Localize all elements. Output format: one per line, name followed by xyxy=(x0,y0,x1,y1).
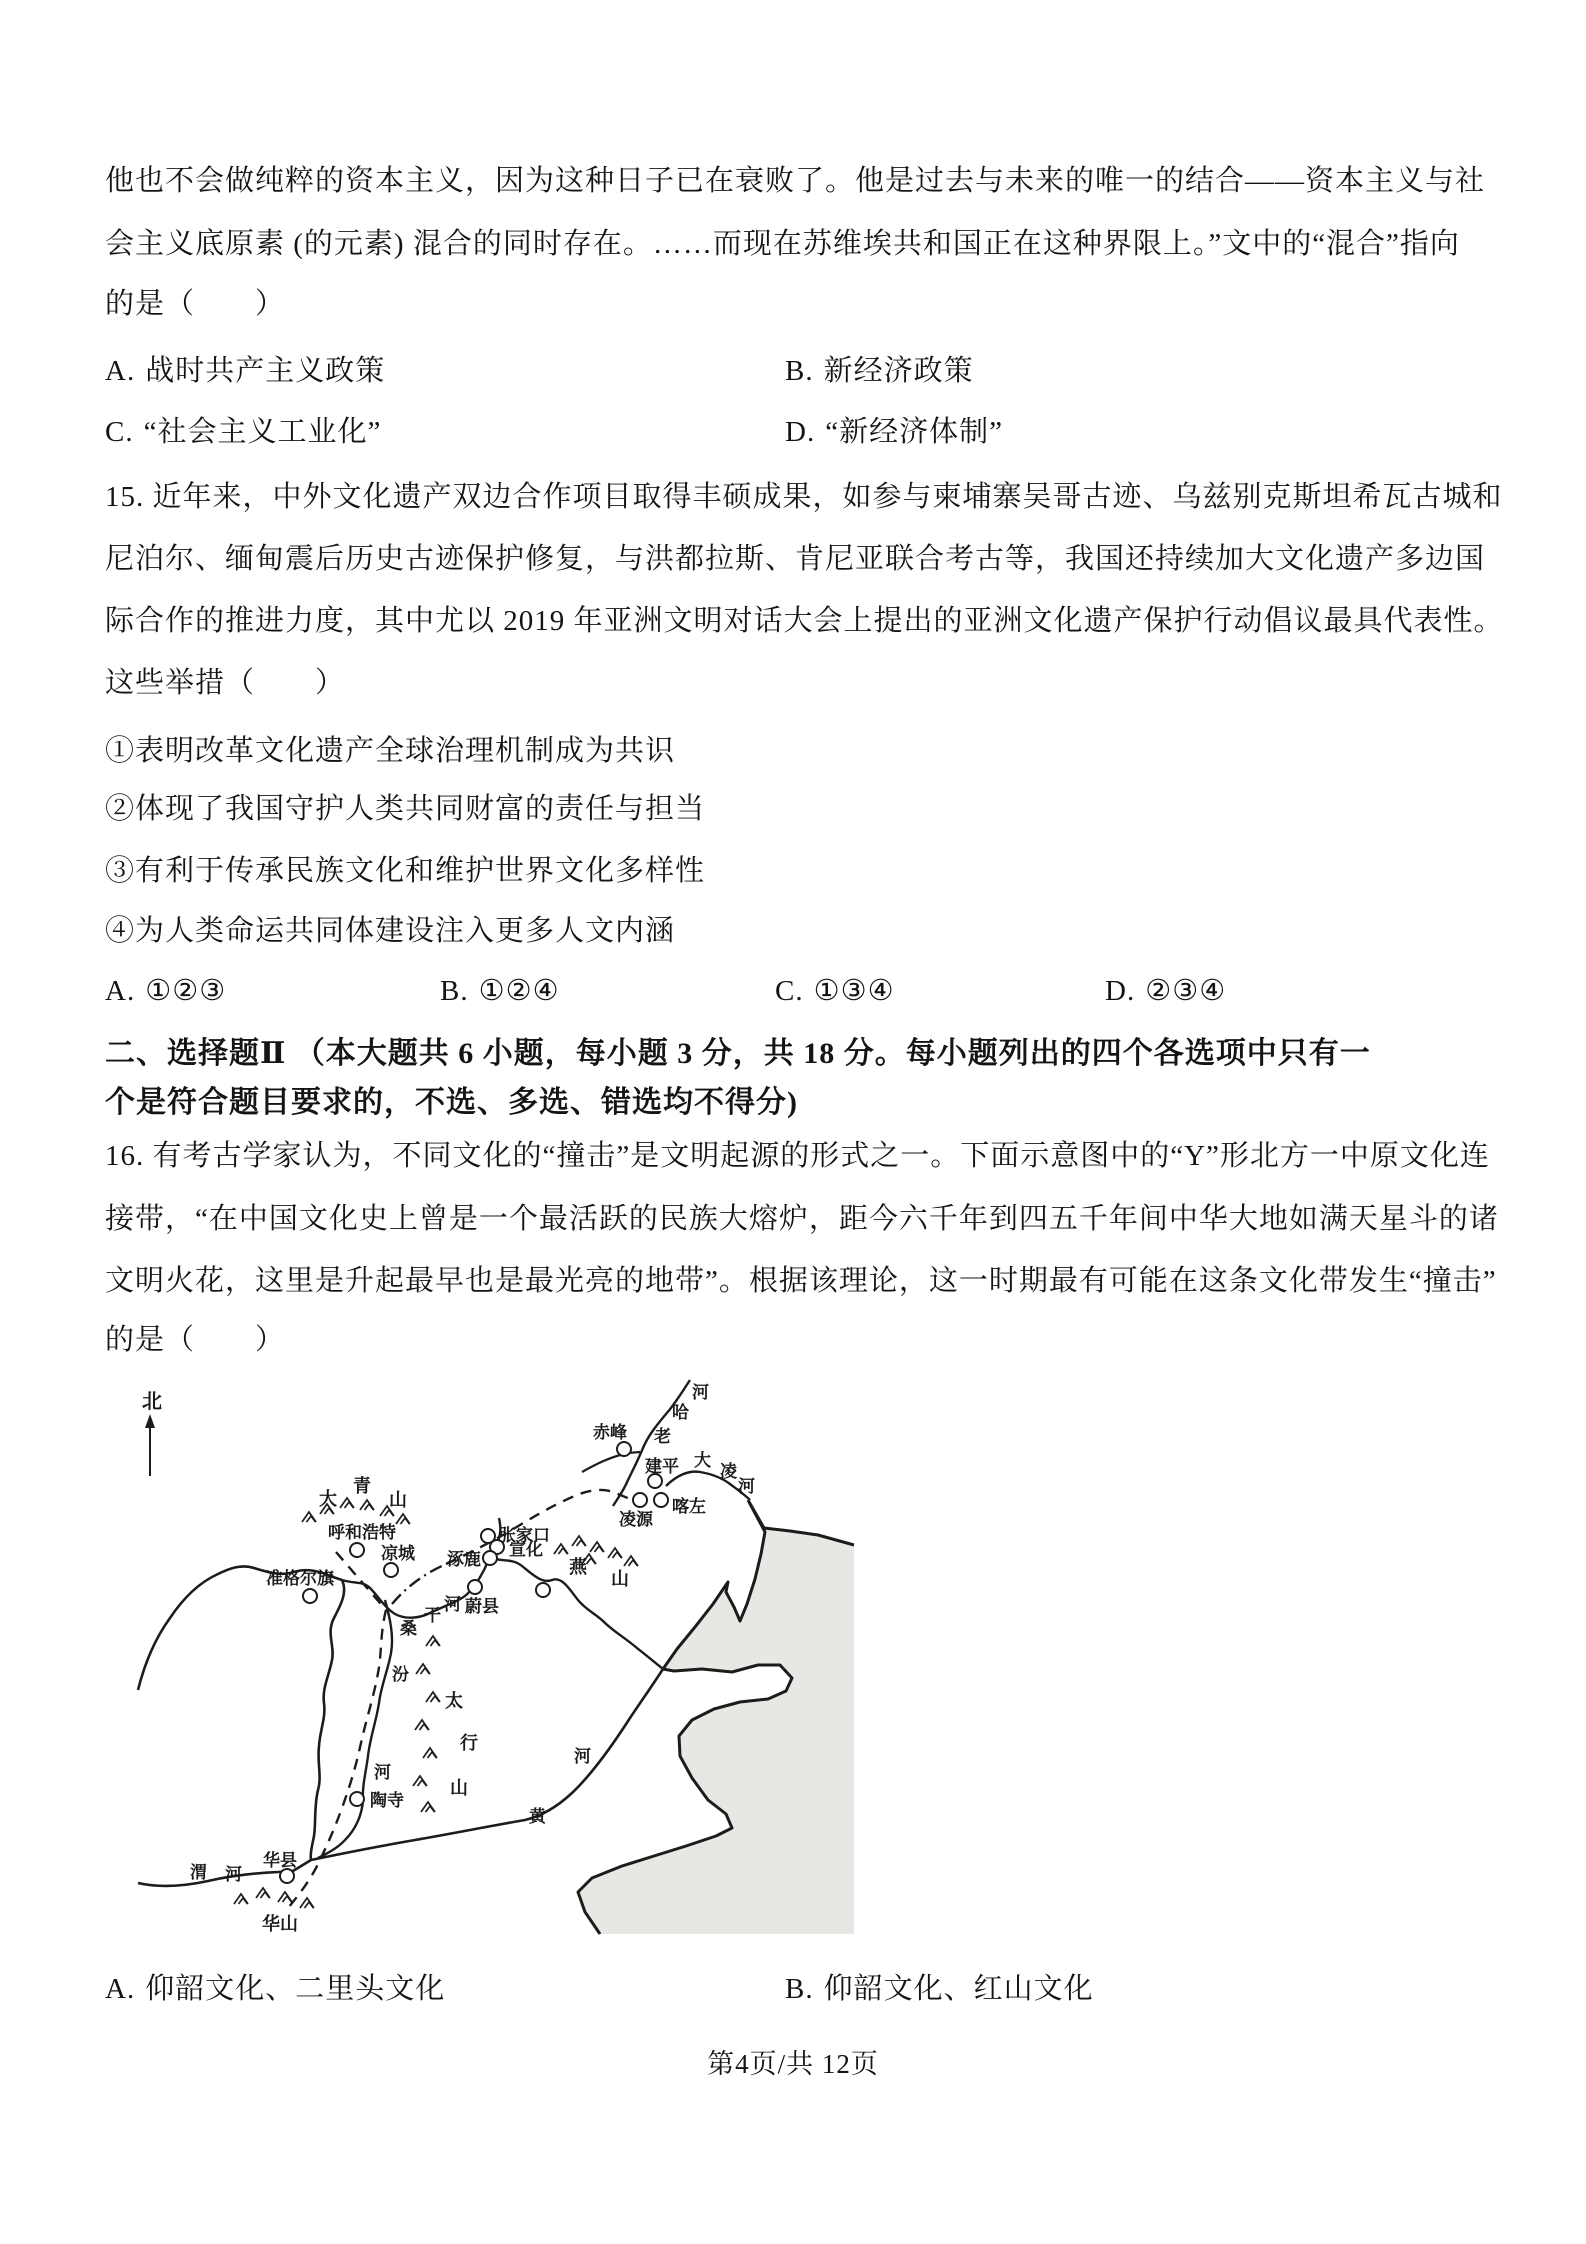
fen-river-label xyxy=(374,1665,409,1782)
huanghe-char-0: 黄 xyxy=(529,1807,546,1826)
laoha-char-0: 老 xyxy=(654,1427,671,1446)
map-city-marker-yuxian xyxy=(468,1580,482,1594)
laoha-river-tributary xyxy=(582,1452,640,1472)
wei-char-0: 渭 xyxy=(190,1863,207,1882)
q15-statement-4: ④为人类命运共同体建设注入更多人文内涵 xyxy=(105,915,676,947)
map-city-label-xuanhua: 宣化 xyxy=(509,1540,543,1559)
map-city-label-liangcheng: 凉城 xyxy=(381,1544,415,1563)
daling-char-0: 大 xyxy=(694,1451,711,1470)
q15-option-d-label: D. xyxy=(1105,975,1136,1007)
daqingshan-char-0: 大 xyxy=(319,1489,337,1509)
q14-line-3: 的是（ ） xyxy=(105,288,286,320)
q15-line-3: 际合作的推进力度，其中尤以 2019 年亚洲文明对话大会上提出的亚洲文化遗产保护行动倡议最具代表性。 xyxy=(105,605,1504,637)
map-city-label-zhuolu: 涿鹿 xyxy=(447,1550,481,1569)
q16-option-a-label: A. xyxy=(105,1973,136,2005)
map-city-marker-lingyuan xyxy=(633,1493,647,1507)
map-city-label-lingyuan: 凌源 xyxy=(619,1510,653,1529)
fen-char-0: 汾 xyxy=(392,1665,409,1684)
q15-line-2: 尼泊尔、缅甸震后历史古迹保护修复，与洪都拉斯、肯尼亚联合考古等，我国还持续加大文化遗产多边国 xyxy=(105,543,1486,575)
yanshan-label xyxy=(569,1557,629,1589)
q15-option-a xyxy=(105,973,226,1008)
q15-line-4: 这些举措（ ） xyxy=(105,667,346,699)
q14-option-c xyxy=(105,409,381,450)
map-city-marker-jianping xyxy=(648,1474,662,1488)
q14-option-c-label: C. xyxy=(105,416,134,448)
taihangshan-label xyxy=(445,1690,478,1798)
map-city-marker-taosi xyxy=(350,1792,364,1806)
map-city-marker-huaxian xyxy=(280,1869,294,1883)
map-city-label-jungar: 准格尔旗 xyxy=(266,1569,334,1588)
sanggan-char-2: 河 xyxy=(444,1595,461,1614)
q16-line-4: 的是（ ） xyxy=(105,1324,286,1356)
q14-line-1: 他也不会做纯粹的资本主义，因为这种日子已在衰败了。他是过去与未来的唯一的结合——资本主义与社 xyxy=(105,165,1486,197)
map-city-marker-unnamed xyxy=(536,1583,550,1597)
huashan-label: 华山 xyxy=(262,1914,298,1934)
q15-statement-2: ②体现了我国守护人类共同财富的责任与担当 xyxy=(105,793,706,825)
q16-line-1: 16. 有考古学家认为，不同文化的“撞击”是文明起源的形式之一。下面示意图中的“Y”形北方一中原文化连 xyxy=(105,1140,1490,1172)
q14-option-a xyxy=(105,348,385,389)
q14-option-b xyxy=(785,348,974,389)
q14-option-d xyxy=(785,409,1003,450)
laoha-char-1: 哈 xyxy=(672,1403,689,1422)
fen-char-1: 河 xyxy=(374,1763,391,1782)
q15-option-a-label: A. xyxy=(105,975,136,1007)
yanshan-mountain-icons xyxy=(554,1536,638,1566)
wei-river-label xyxy=(190,1863,242,1884)
map-city-label-huaxian: 华县 xyxy=(263,1851,297,1870)
q16-option-b-label: B. xyxy=(785,1973,814,2005)
taihangshan-char-1: 行 xyxy=(460,1733,478,1753)
q15-statement-1: ①表明改革文化遗产全球治理机制成为共识 xyxy=(105,735,676,767)
map-city-label-yuxian: 蔚县 xyxy=(465,1597,499,1616)
archaeology-map xyxy=(130,1378,860,1956)
q15-option-c-label: C. xyxy=(775,975,804,1007)
sea-area xyxy=(578,1500,854,1934)
taihangshan-char-0: 太 xyxy=(445,1691,463,1711)
map-city-label-jianping: 建平 xyxy=(645,1457,679,1476)
section2-heading-line-1: 二、选择题Ⅱ （本大题共 6 小题，每小题 3 分，共 18 分。每小题列出的四个各选项中只有一 xyxy=(105,1037,1371,1070)
q14-option-d-text: “新经济体制” xyxy=(825,416,1003,448)
map-city-label-kazuo: 喀左 xyxy=(672,1497,706,1516)
page-number-indicator: 第4页/共 12页 xyxy=(707,2049,879,2079)
daqingshan-char-1: 青 xyxy=(353,1476,371,1496)
taihangshan-mountain-icons xyxy=(413,1636,440,1812)
map-city-marker-zhuolu xyxy=(483,1551,497,1565)
map-city-marker-kazuo xyxy=(654,1493,668,1507)
yanshan-char-1: 山 xyxy=(611,1569,629,1589)
q16-option-a-text: 仰韶文化、二里头文化 xyxy=(145,1973,446,2005)
map-city-marker-hohhot xyxy=(350,1543,364,1557)
q16-option-a xyxy=(105,1966,445,2007)
yanshan-char-0: 燕 xyxy=(569,1557,587,1577)
q16-option-b-text: 仰韶文化、红山文化 xyxy=(823,1973,1094,2005)
q14-option-a-text: 战时共产主义政策 xyxy=(145,355,386,387)
q14-option-b-label: B. xyxy=(785,355,814,387)
wei-char-1: 河 xyxy=(225,1865,242,1884)
q14-option-d-label: D. xyxy=(785,416,816,448)
q14-option-c-text: “社会主义工业化” xyxy=(143,416,382,448)
map-city-label-chifeng: 赤峰 xyxy=(593,1423,627,1442)
north-arrow xyxy=(142,1390,162,1476)
q15-option-b xyxy=(440,973,560,1008)
map-city-label-zhangjiakou: 张家口 xyxy=(499,1526,550,1545)
map-city-marker-chifeng xyxy=(617,1442,631,1456)
q14-line-2: 会主义底原素 (的元素) 混合的同时存在。……而现在苏维埃共和国正在这种界限上。”文中的“混合”指向 xyxy=(105,228,1460,260)
daling-char-2: 河 xyxy=(738,1477,755,1496)
q15-option-d-text: ②③④ xyxy=(1145,975,1227,1007)
q16-option-b xyxy=(785,1966,1094,2007)
q15-statement-3: ③有利于传承民族文化和维护世界文化多样性 xyxy=(105,855,706,887)
north-arrowhead xyxy=(145,1414,155,1428)
q15-option-c xyxy=(775,973,895,1008)
daling-char-1: 凌 xyxy=(720,1462,737,1481)
q14-option-a-label: A. xyxy=(105,355,136,387)
map-city-label-taosi: 陶寺 xyxy=(370,1791,404,1810)
yellow-river-lower xyxy=(311,1669,663,1860)
q16-line-3: 文明火花，这里是升起最早也是最光亮的地带”。根据该理论，这一时期最有可能在这条文化带发生“撞击” xyxy=(105,1265,1497,1297)
q15-line-1: 15. 近年来，中外文化遗产双边合作项目取得丰硕成果，如参与柬埔寨吴哥古迹、乌兹别克斯坦希瓦古城和 xyxy=(105,481,1503,513)
culture-belt-northeast-arm-dashdot xyxy=(392,1564,446,1604)
huanghe-char-1: 河 xyxy=(574,1747,591,1766)
taihangshan-char-2: 山 xyxy=(450,1778,468,1798)
daqingshan-char-2: 山 xyxy=(389,1490,407,1510)
culture-belt-stem xyxy=(288,1610,386,1908)
q16-line-2: 接带，“在中国文化史上曾是一个最活跃的民族大熔炉，距今六千年到四五千年间中华大地如满天星斗的诸 xyxy=(105,1203,1499,1235)
map-city-marker-liangcheng xyxy=(384,1563,398,1577)
map-city-marker-jungar xyxy=(303,1589,317,1603)
q14-option-b-text: 新经济政策 xyxy=(823,355,974,387)
q15-option-b-label: B. xyxy=(440,975,469,1007)
q15-option-b-text: ①②④ xyxy=(478,975,560,1007)
sanggan-char-1: 干 xyxy=(424,1606,441,1625)
laoha-char-2: 河 xyxy=(692,1383,709,1402)
q15-option-a-text: ①②③ xyxy=(145,975,227,1007)
section2-heading-line-2: 个是符合题目要求的，不选、多选、错选均不得分) xyxy=(105,1086,798,1119)
north-label: 北 xyxy=(142,1391,162,1413)
q15-option-d xyxy=(1105,973,1226,1008)
q15-option-c-text: ①③④ xyxy=(813,975,895,1007)
sanggan-char-0: 桑 xyxy=(400,1619,417,1638)
map-city-label-hohhot: 呼和浩特 xyxy=(328,1523,396,1542)
huanghe-river-label xyxy=(529,1747,591,1826)
q16-map-figure xyxy=(130,1378,860,1956)
